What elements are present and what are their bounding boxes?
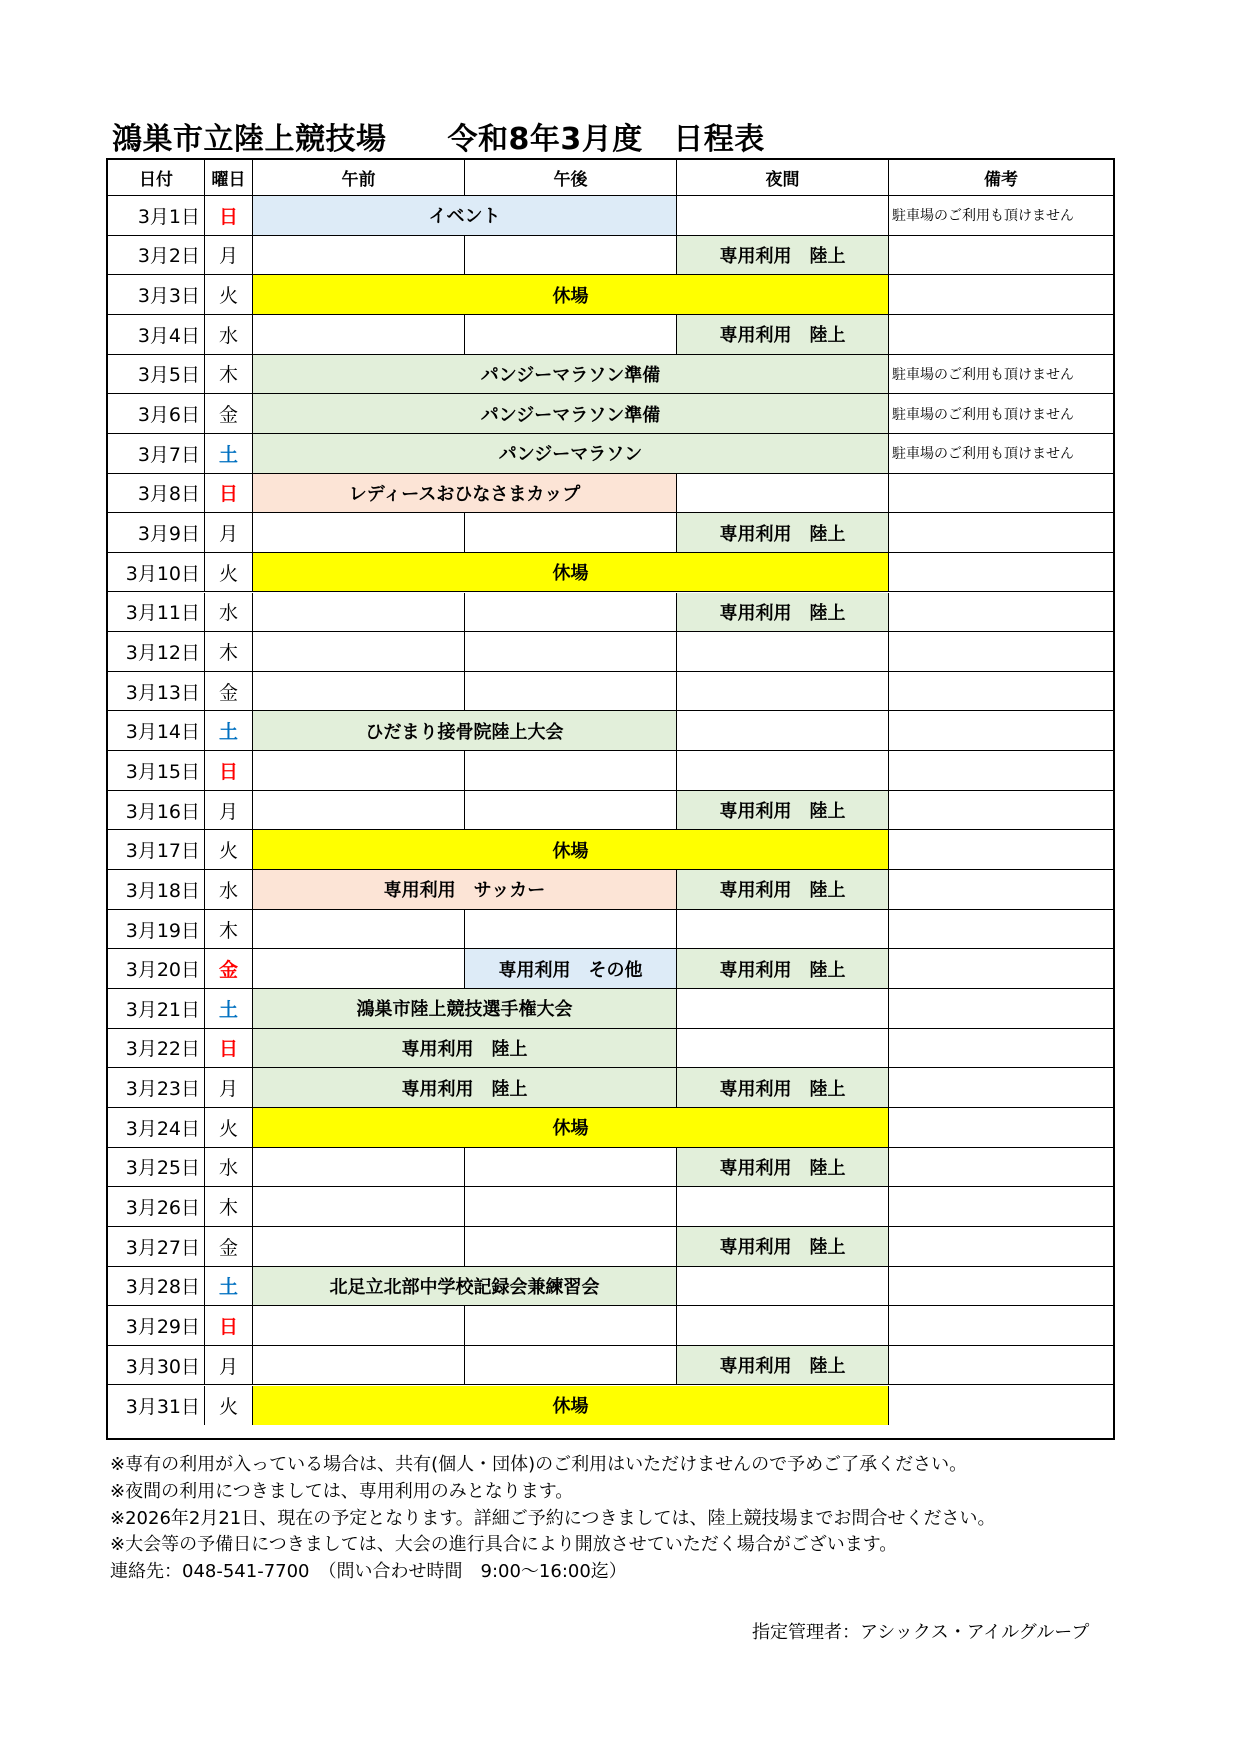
weekday-cell: 木: [205, 632, 253, 672]
remarks-cell: [889, 870, 1113, 910]
empty-slot: [465, 632, 677, 672]
remarks-cell: [889, 672, 1113, 712]
empty-slot: [465, 791, 677, 831]
remarks-cell: [889, 513, 1113, 553]
empty-slot: [677, 910, 889, 950]
remarks-cell: [889, 791, 1113, 831]
date-cell: 3月31日: [108, 1386, 205, 1426]
event-cell: 専用利用 陸上: [253, 1068, 677, 1108]
empty-slot: [253, 513, 465, 553]
date-cell: 3月4日: [108, 315, 205, 355]
header-remarks: 備考: [889, 160, 1113, 196]
date-cell: 3月19日: [108, 910, 205, 950]
event-cell: 専用利用 陸上: [677, 1227, 889, 1267]
note-line: ※夜間の利用につきましては、専用利用のみとなります。: [110, 1480, 574, 1502]
empty-slot: [465, 1306, 677, 1346]
weekday-cell: 木: [205, 355, 253, 395]
note-line: ※専有の利用が入っている場合は、共有(個人・団体)のご利用はいただけませんので予めご了承ください。: [110, 1454, 968, 1475]
empty-slot: [253, 672, 465, 712]
weekday-cell: 火: [205, 275, 253, 315]
date-cell: 3月12日: [108, 632, 205, 672]
remarks-cell: 駐車場のご利用も頂けません: [889, 196, 1113, 236]
weekday-cell: 金: [205, 394, 253, 434]
weekday-cell: 月: [205, 236, 253, 276]
empty-slot: [465, 910, 677, 950]
event-cell: 専用利用 サッカー: [253, 870, 677, 910]
remarks-cell: [889, 1227, 1113, 1267]
empty-slot: [253, 910, 465, 950]
empty-slot: [465, 1187, 677, 1227]
date-cell: 3月3日: [108, 275, 205, 315]
remarks-cell: [889, 1187, 1113, 1227]
date-cell: 3月14日: [108, 711, 205, 751]
date-cell: 3月26日: [108, 1187, 205, 1227]
empty-slot: [465, 236, 677, 276]
remarks-cell: [889, 1148, 1113, 1188]
empty-slot: [465, 513, 677, 553]
event-cell: 専用利用 陸上: [677, 1148, 889, 1188]
remarks-cell: [889, 236, 1113, 276]
weekday-cell: 月: [205, 791, 253, 831]
header-weekday: 曜日: [205, 160, 253, 196]
header-date: 日付: [108, 160, 205, 196]
empty-slot: [677, 751, 889, 791]
date-cell: 3月15日: [108, 751, 205, 791]
date-cell: 3月22日: [108, 1029, 205, 1069]
weekday-cell: 金: [205, 949, 253, 989]
weekday-cell: 火: [205, 830, 253, 870]
remarks-cell: [889, 474, 1113, 514]
empty-slot: [677, 196, 889, 236]
header-morning: 午前: [253, 160, 465, 196]
weekday-cell: 日: [205, 1306, 253, 1346]
remarks-cell: [889, 275, 1113, 315]
weekday-cell: 土: [205, 1267, 253, 1307]
empty-slot: [253, 1227, 465, 1267]
event-cell: 休場: [253, 275, 889, 315]
empty-slot: [253, 1148, 465, 1188]
empty-slot: [253, 632, 465, 672]
empty-slot: [677, 1029, 889, 1069]
header-afternoon: 午後: [465, 160, 677, 196]
weekday-cell: 土: [205, 434, 253, 474]
remarks-cell: 駐車場のご利用も頂けません: [889, 355, 1113, 395]
empty-slot: [253, 1306, 465, 1346]
date-cell: 3月28日: [108, 1267, 205, 1307]
remarks-cell: [889, 1267, 1113, 1307]
note-line: ※大会等の予備日につきましては、大会の進行具合により開放させていただく場合がございます。: [110, 1534, 898, 1556]
empty-slot: [253, 1187, 465, 1227]
notes-section: [110, 1452, 995, 1586]
date-cell: 3月17日: [108, 830, 205, 870]
weekday-cell: 月: [205, 1068, 253, 1108]
weekday-cell: 木: [205, 910, 253, 950]
event-cell: 専用利用 陸上: [677, 236, 889, 276]
weekday-cell: 土: [205, 711, 253, 751]
remarks-cell: 駐車場のご利用も頂けません: [889, 394, 1113, 434]
event-cell: 専用利用 陸上: [677, 1068, 889, 1108]
weekday-cell: 金: [205, 1227, 253, 1267]
date-cell: 3月21日: [108, 989, 205, 1029]
empty-slot: [253, 949, 465, 989]
event-cell: レディースおひなさまカップ: [253, 474, 677, 514]
date-cell: 3月23日: [108, 1068, 205, 1108]
empty-slot: [253, 1346, 465, 1386]
empty-slot: [253, 315, 465, 355]
empty-slot: [465, 751, 677, 791]
remarks-cell: [889, 553, 1113, 593]
empty-slot: [253, 791, 465, 831]
event-cell: イベント: [253, 196, 677, 236]
page-title: 鴻巣市立陸上競技場 令和8年3月度 日程表: [112, 122, 765, 157]
weekday-cell: 水: [205, 870, 253, 910]
event-cell: 休場: [253, 1108, 889, 1148]
date-cell: 3月13日: [108, 672, 205, 712]
empty-slot: [677, 1187, 889, 1227]
remarks-cell: [889, 751, 1113, 791]
weekday-cell: 日: [205, 751, 253, 791]
event-cell: 専用利用 陸上: [677, 315, 889, 355]
empty-slot: [677, 672, 889, 712]
weekday-cell: 火: [205, 553, 253, 593]
weekday-cell: 木: [205, 1187, 253, 1227]
event-cell: 専用利用 その他: [465, 949, 677, 989]
schedule-table: [106, 158, 1115, 1440]
empty-slot: [253, 751, 465, 791]
date-cell: 3月5日: [108, 355, 205, 395]
weekday-cell: 火: [205, 1386, 253, 1426]
date-cell: 3月20日: [108, 949, 205, 989]
date-cell: 3月9日: [108, 513, 205, 553]
weekday-cell: 月: [205, 1346, 253, 1386]
empty-slot: [465, 593, 677, 633]
date-cell: 3月6日: [108, 394, 205, 434]
date-cell: 3月24日: [108, 1108, 205, 1148]
date-cell: 3月7日: [108, 434, 205, 474]
note-line: ※2026年2月21日、現在の予定となります。詳細ご予約につきましては、陸上競技場までお問合せください。: [110, 1507, 996, 1529]
event-cell: 専用利用 陸上: [677, 513, 889, 553]
remarks-cell: [889, 1108, 1113, 1148]
header-night: 夜間: [677, 160, 889, 196]
weekday-cell: 水: [205, 593, 253, 633]
event-cell: パンジーマラソン準備: [253, 355, 889, 395]
event-cell: 専用利用 陸上: [677, 593, 889, 633]
empty-slot: [677, 474, 889, 514]
weekday-cell: 日: [205, 1029, 253, 1069]
remarks-cell: [889, 711, 1113, 751]
weekday-cell: 日: [205, 196, 253, 236]
contact-line: 連絡先：048-541-7700 （問い合わせ時間 9:00～16:00迄）: [110, 1561, 627, 1583]
event-cell: 専用利用 陸上: [677, 791, 889, 831]
date-cell: 3月10日: [108, 553, 205, 593]
empty-slot: [465, 672, 677, 712]
date-cell: 3月27日: [108, 1227, 205, 1267]
empty-slot: [677, 1306, 889, 1346]
event-cell: パンジーマラソン: [253, 434, 889, 474]
weekday-cell: 月: [205, 513, 253, 553]
date-cell: 3月18日: [108, 870, 205, 910]
empty-slot: [677, 711, 889, 751]
empty-slot: [253, 236, 465, 276]
event-cell: 北足立北部中学校記録会兼練習会: [253, 1267, 677, 1307]
event-cell: 専用利用 陸上: [677, 870, 889, 910]
event-cell: 鴻巣市陸上競技選手権大会: [253, 989, 677, 1029]
remarks-cell: [889, 1306, 1113, 1346]
date-cell: 3月2日: [108, 236, 205, 276]
remarks-cell: [889, 1068, 1113, 1108]
date-cell: 3月8日: [108, 474, 205, 514]
remarks-cell: [889, 910, 1113, 950]
weekday-cell: 水: [205, 1148, 253, 1188]
date-cell: 3月16日: [108, 791, 205, 831]
date-cell: 3月29日: [108, 1306, 205, 1346]
remarks-cell: [889, 1386, 1113, 1426]
weekday-cell: 水: [205, 315, 253, 355]
empty-slot: [253, 593, 465, 633]
empty-slot: [677, 989, 889, 1029]
date-cell: 3月1日: [108, 196, 205, 236]
event-cell: 専用利用 陸上: [677, 949, 889, 989]
remarks-cell: [889, 593, 1113, 633]
event-cell: 専用利用 陸上: [677, 1346, 889, 1386]
date-cell: 3月25日: [108, 1148, 205, 1188]
empty-slot: [677, 1267, 889, 1307]
event-cell: 専用利用 陸上: [253, 1029, 677, 1069]
remarks-cell: [889, 989, 1113, 1029]
remarks-cell: [889, 632, 1113, 672]
date-cell: 3月30日: [108, 1346, 205, 1386]
event-cell: 休場: [253, 830, 889, 870]
weekday-cell: 土: [205, 989, 253, 1029]
date-cell: 3月11日: [108, 593, 205, 633]
remarks-cell: [889, 1346, 1113, 1386]
remarks-cell: 駐車場のご利用も頂けません: [889, 434, 1113, 474]
remarks-cell: [889, 830, 1113, 870]
designated-manager: 指定管理者：アシックス・アイルグループ: [752, 1622, 1090, 1643]
event-cell: 休場: [253, 1386, 889, 1426]
weekday-cell: 日: [205, 474, 253, 514]
empty-slot: [465, 1227, 677, 1267]
event-cell: ひだまり接骨院陸上大会: [253, 711, 677, 751]
event-cell: 休場: [253, 553, 889, 593]
empty-slot: [465, 1346, 677, 1386]
empty-slot: [465, 1148, 677, 1188]
remarks-cell: [889, 315, 1113, 355]
weekday-cell: 火: [205, 1108, 253, 1148]
event-cell: パンジーマラソン準備: [253, 394, 889, 434]
empty-slot: [677, 632, 889, 672]
empty-slot: [465, 315, 677, 355]
remarks-cell: [889, 949, 1113, 989]
remarks-cell: [889, 1029, 1113, 1069]
weekday-cell: 金: [205, 672, 253, 712]
